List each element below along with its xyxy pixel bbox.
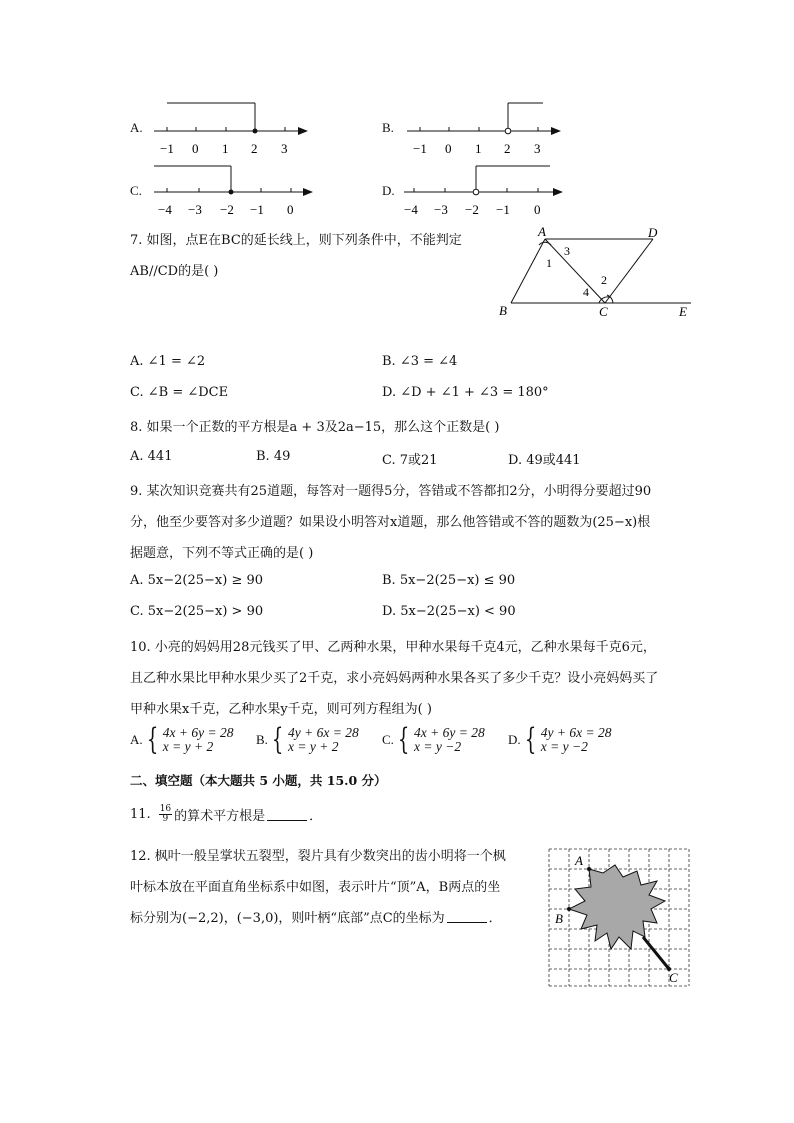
brace-icon: { — [146, 722, 158, 757]
q10-stem-line2: 且乙种水果比甲种水果少买了2千克，求小亮妈妈两种水果各买了多少千克？设小亮妈妈买了 — [130, 671, 659, 686]
answer-blank — [447, 910, 487, 923]
tick-label: −3 — [434, 202, 448, 217]
q9-stem-line1: 9. 某次知识竞赛共有25道题，每答对一题得5分，答错或不答都扣2分，小明得分要超过90 — [130, 484, 652, 499]
q11-text: 的算术平方根是 — [174, 809, 266, 824]
tick-label: −4 — [404, 202, 418, 217]
q8-option-d: D. 49或441 — [508, 453, 581, 468]
q7-figure — [495, 225, 700, 320]
q12-end: ． — [488, 911, 502, 926]
q6-option-d-letter: D. — [382, 183, 395, 198]
q10-option-a — [130, 722, 234, 757]
q9-option-a: A. 5x−2(25−x) ≥ 90 — [130, 573, 264, 588]
tick-label: −4 — [158, 202, 172, 217]
fraction — [159, 805, 172, 824]
q7-option-c: C. ∠B = ∠DCE — [130, 385, 229, 400]
q9-option-d: D. 5x−2(25−x) < 90 — [382, 604, 516, 619]
point-b-label: B — [555, 911, 563, 926]
equation-1: 4x + 6y = 28 — [414, 725, 485, 740]
q7-option-d: D. ∠D + ∠1 + ∠3 = 180° — [382, 385, 549, 400]
option-letter: C. — [382, 732, 394, 747]
q7-stem-line1: 7. 如图，点E在BC的延长线上，则下列条件中，不能判定 — [130, 233, 462, 248]
tick-label: −1 — [250, 202, 264, 217]
tick-label: 1 — [222, 141, 229, 156]
answer-blank — [267, 808, 307, 821]
equation-2: x = y + 2 — [162, 739, 214, 754]
angle-3-label: 3 — [564, 244, 570, 258]
q6-option-a-letter: A. — [130, 120, 143, 135]
point-c-label: C — [599, 304, 608, 319]
tick-label: −2 — [465, 202, 479, 217]
brace-icon: { — [397, 722, 410, 757]
q12-stem-line1: 12. 枫叶一般呈掌状五裂型，裂片具有少数突出的齿小明将一个枫 — [130, 849, 506, 864]
tick-label: 0 — [445, 141, 452, 156]
q10-option-d — [508, 722, 612, 757]
tick-label: 3 — [534, 141, 541, 156]
angle-1-label: 1 — [546, 256, 552, 270]
q6-option-d-numberline — [400, 160, 570, 220]
q6-option-a-numberline — [150, 95, 320, 165]
fraction-numerator: 16 — [159, 804, 172, 814]
q10-option-b — [256, 722, 359, 757]
tick-label: −1 — [413, 141, 427, 156]
q8-stem: 8. 如果一个正数的平方根是a + 3及2a−15，那么这个正数是( ) — [130, 420, 500, 435]
q9-stem-line2: 分，他至少要答对多少道题？如果设小明答对x道题，那么他答错或不答的题数为(25−x)根 — [130, 515, 651, 530]
point-c-label: C — [669, 970, 678, 985]
point-e-label: E — [679, 304, 687, 319]
q8-option-b: B. 49 — [256, 449, 291, 464]
q12-stem-line3 — [130, 907, 502, 926]
equation-1: 4y + 6x = 28 — [288, 725, 359, 740]
q12-line3-text: 标分别为(−2,2)，(−3,0)，则叶柄“底部”点C的坐标为 — [130, 911, 445, 926]
equation-2: x = y −2 — [414, 739, 462, 754]
q6-option-c-numberline — [150, 160, 320, 220]
q6-option-c-letter: C. — [130, 183, 142, 198]
q7-stem-line2: AB//CD的是( ) — [130, 264, 219, 279]
q9-stem-line3: 据题意，下列不等式正确的是( ) — [130, 546, 314, 561]
tick-label: −3 — [188, 202, 202, 217]
q11-stem — [130, 805, 322, 824]
q9-option-b: B. 5x−2(25−x) ≤ 90 — [382, 573, 516, 588]
q8-option-c: C. 7或21 — [382, 453, 438, 468]
equation-2: x = y + 2 — [288, 739, 339, 754]
angle-2-label: 2 — [601, 273, 607, 287]
leaf-stem — [643, 937, 669, 969]
option-letter: B. — [256, 732, 268, 747]
q7-option-a: A. ∠1 = ∠2 — [130, 354, 206, 369]
q12-stem-line2: 叶标本放在平面直角坐标系中如图，表示叶片“顶”A，B两点的坐 — [130, 880, 501, 895]
q6-option-b-numberline — [403, 95, 573, 165]
tick-label: 3 — [281, 141, 288, 156]
equation-1: 4x + 6y = 28 — [162, 725, 234, 740]
tick-label: 1 — [475, 141, 482, 156]
q11-number: 11. — [130, 807, 151, 822]
tick-label: −2 — [220, 202, 234, 217]
option-letter: D. — [508, 732, 521, 747]
q6-option-b-letter: B. — [382, 120, 394, 135]
q8-option-a: A. 441 — [130, 449, 173, 464]
q12-maple-leaf-figure — [545, 845, 693, 990]
point-a-label: A — [575, 853, 583, 868]
tick-label: 0 — [287, 202, 294, 217]
brace-icon: { — [524, 722, 536, 757]
tick-label: −1 — [496, 202, 510, 217]
tick-label: 2 — [251, 141, 258, 156]
brace-icon: { — [271, 722, 284, 757]
maple-leaf-shape — [569, 865, 665, 949]
option-letter: A. — [130, 732, 143, 747]
tick-label: −1 — [160, 141, 174, 156]
tick-label: 0 — [534, 202, 541, 217]
section-2-title: 二、填空题（本大题共 5 小题，共 15.0 分） — [130, 773, 387, 788]
tick-label: 0 — [192, 141, 199, 156]
q11-end: ． — [309, 809, 323, 824]
point-a-label: A — [538, 225, 546, 239]
q7-option-b: B. ∠3 = ∠4 — [382, 354, 458, 369]
angle-4-label: 4 — [583, 285, 589, 299]
q10-stem-line1: 10. 小亮的妈妈用28元钱买了甲、乙两种水果，甲种水果每千克4元，乙种水果每千克6元， — [130, 640, 656, 655]
tick-label: 2 — [504, 141, 511, 156]
point-b-label: B — [499, 303, 507, 318]
fraction-denominator: 9 — [162, 814, 169, 824]
q10-stem-line3: 甲种水果x千克，乙种水果y千克，则可列方程组为( ) — [130, 702, 432, 717]
equation-2: x = y −2 — [540, 739, 588, 754]
q9-option-c: C. 5x−2(25−x) > 90 — [130, 604, 264, 619]
point-d-label: D — [648, 225, 658, 240]
q10-option-c — [382, 722, 485, 757]
equation-1: 4y + 6x = 28 — [540, 725, 612, 740]
